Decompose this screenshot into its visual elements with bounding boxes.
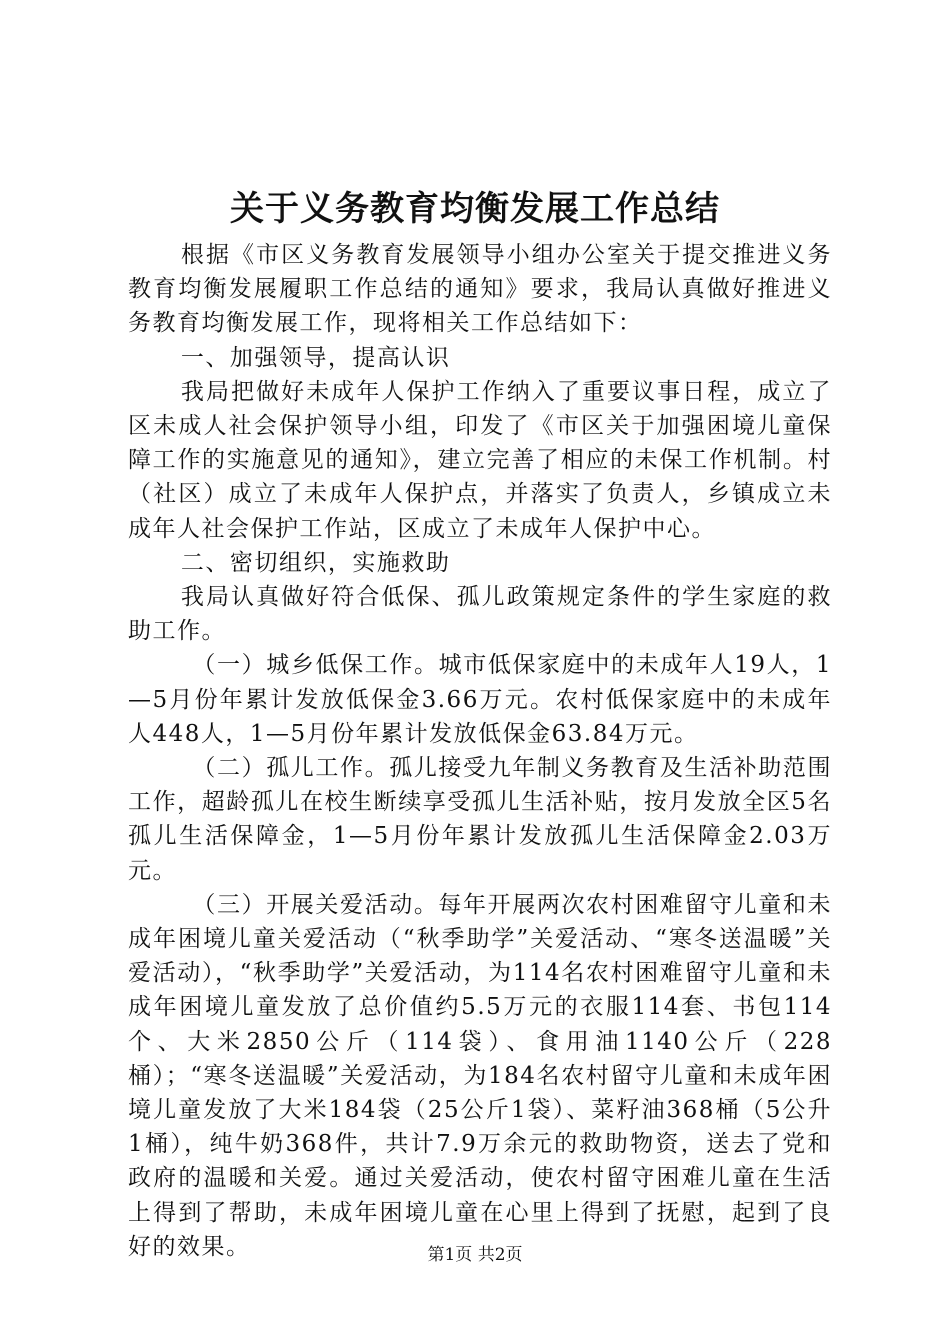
document-body bbox=[128, 238, 832, 1264]
subsection-3-paragraph: （三）开展关爱活动。每年开展两次农村困难留守儿童和未成年困境儿童关爱活动（“秋季助学”关爱活动、“寒冬送温暖”关爱活动），“秋季助学”关爱活动，为114名农村困难留守儿童和未成年困境儿童发放了总价值约5.5万元的衣服114套、书包114个、大米2850公斤（114袋）、食用油1140公斤（228桶）；“寒冬送温暖”关爱活动，为184名农村留守儿童和未成年困境儿童发放了大米184袋（25公斤1袋）、菜籽油368桶（5公升1桶），纯牛奶368件，共计7.9万余元的救助物资，送去了党和政府的温暖和关爱。通过关爱活动，使农村留守困难儿童在生活上得到了帮助，未成年困境儿童在心里上得到了抚慰，起到了良好的效果。 bbox=[128, 891, 832, 1260]
intro-paragraph: 根据《市区义务教育发展领导小组办公室关于提交推进义务教育均衡发展履职工作总结的通知》要求，我局认真做好推进义务教育均衡发展工作，现将相关工作总结如下： bbox=[128, 242, 832, 337]
section-1-paragraph: 我局把做好未成年人保护工作纳入了重要议事日程，成立了区未成人社会保护领导小组，印发了《市区关于加强困境儿童保障工作的实施意见的通知》，建立完善了相应的未保工作机制。村（社区）成立了未成年人保护点，并落实了负责人，乡镇成立未成年人社会保护工作站，区成立了未成年人保护中心。 bbox=[128, 378, 832, 542]
subsection-2-paragraph: （二）孤儿工作。孤儿接受九年制义务教育及生活补助范围工作，超龄孤儿在校生断续享受孤儿生活补贴，按月发放全区5名孤儿生活保障金，1—5月份年累计发放孤儿生活保障金2.03万元。 bbox=[128, 755, 832, 884]
section-2-paragraph: 我局认真做好符合低保、孤儿政策规定条件的学生家庭的救助工作。 bbox=[128, 584, 832, 645]
document-title: 关于义务教育均衡发展工作总结 bbox=[230, 189, 720, 229]
section-heading-1: 一、加强领导，提高认识 bbox=[180, 344, 451, 371]
page-footer: 第1页 共2页 bbox=[427, 1245, 523, 1265]
subsection-1-paragraph: （一）城乡低保工作。城市低保家庭中的未成年人19人，1—5月份年累计发放低保金3.66万元。农村低保家庭中的未成年人448人，1—5月份年累计发放低保金63.84万元。 bbox=[128, 652, 832, 747]
section-heading-2: 二、密切组织，实施救助 bbox=[180, 549, 451, 576]
